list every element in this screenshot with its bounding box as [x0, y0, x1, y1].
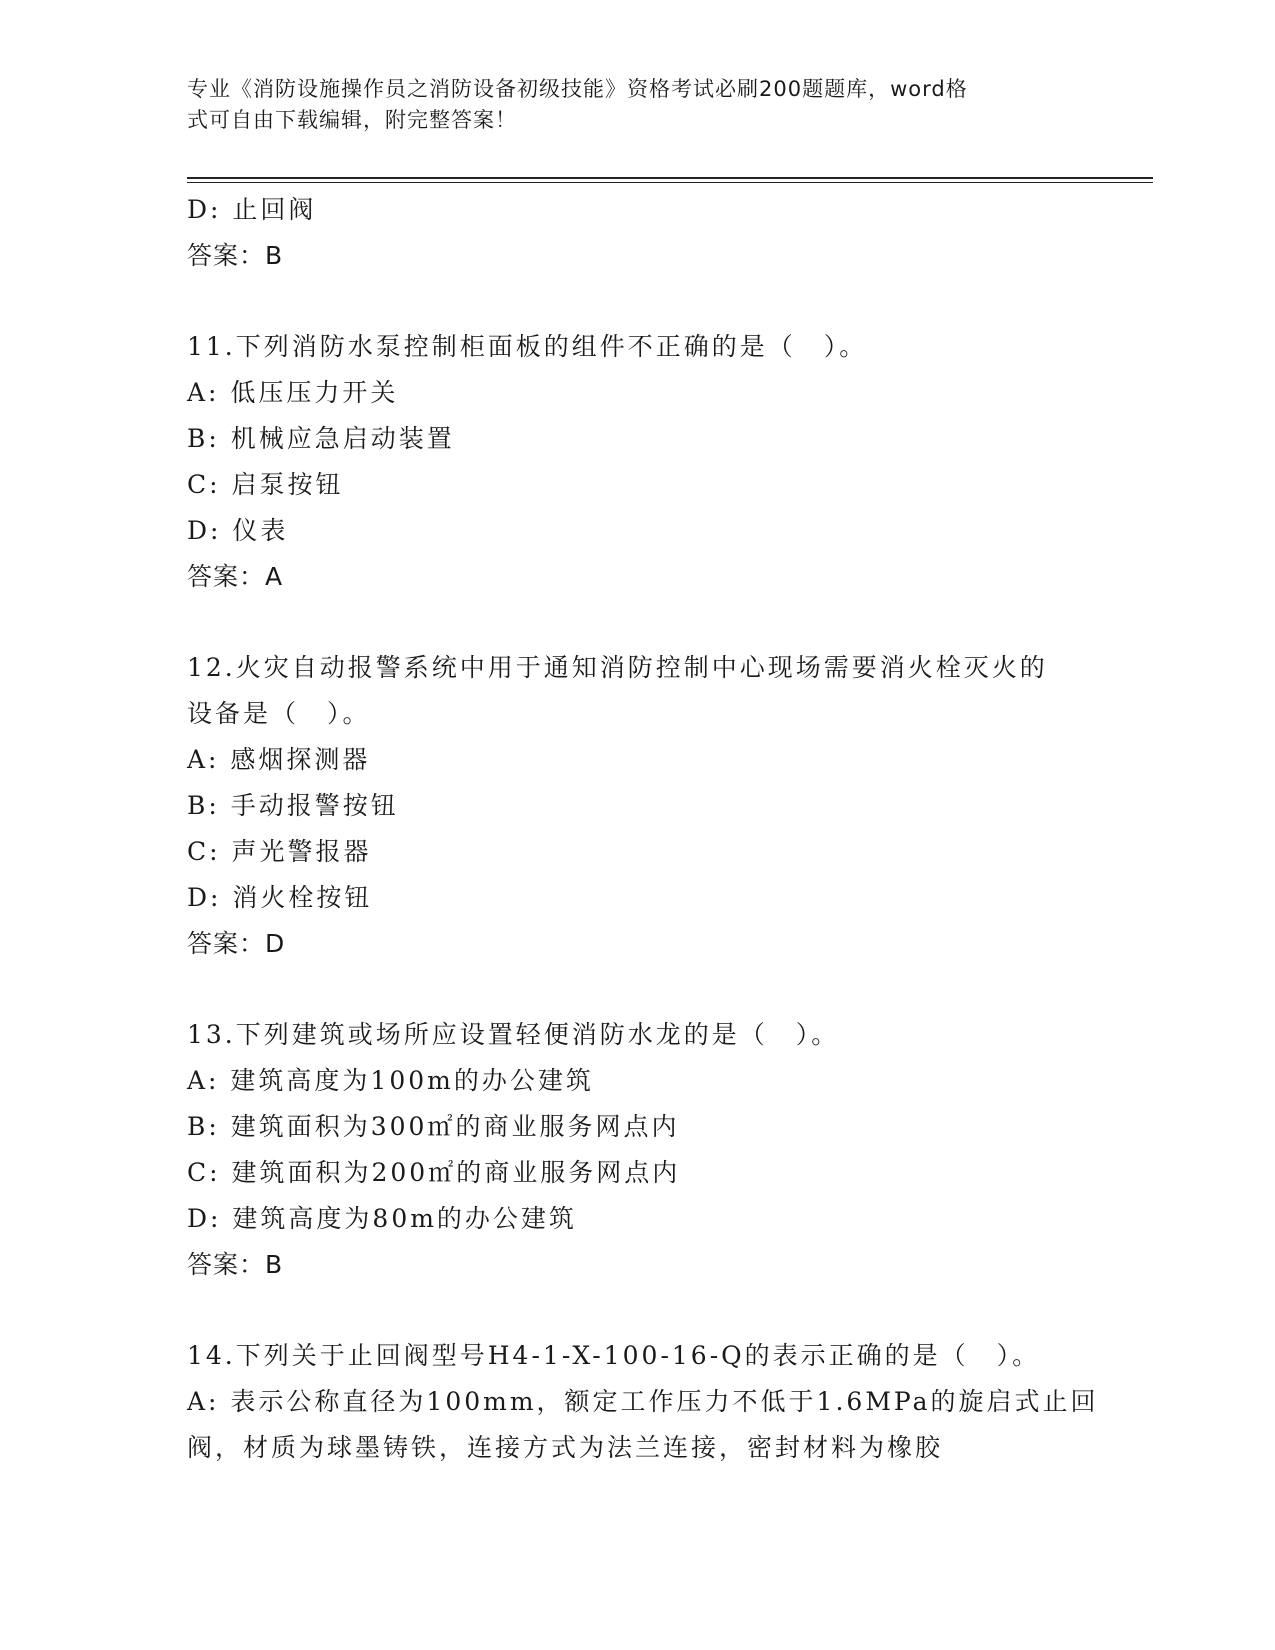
- question-13: [187, 1012, 1087, 1288]
- document-header: [187, 74, 1067, 136]
- answer: 答案：B: [187, 1250, 284, 1279]
- option-a: A: 感烟探测器: [187, 745, 371, 774]
- option-b: B: 建筑面积为300㎡的商业服务网点内: [187, 1112, 680, 1141]
- header-divider-thick: [187, 177, 1153, 179]
- question-stem: 13.下列建筑或场所应设置轻便消防水龙的是（ ）。: [187, 1020, 840, 1049]
- question-stem-line-2: 设备是（ ）。: [187, 699, 371, 728]
- answer: 答案：A: [187, 562, 284, 591]
- question-12: [187, 645, 1087, 967]
- option-a-line-1: A: 表示公称直径为100mm，额定工作压力不低于1.6MPa的旋启式止回: [187, 1387, 1099, 1416]
- header-line-2: 式可自由下载编辑，附完整答案！: [187, 108, 517, 132]
- option-c: C: 启泵按钮: [187, 470, 344, 499]
- option-b: B: 机械应急启动装置: [187, 424, 455, 453]
- question-14: [187, 1333, 1099, 1471]
- question-stem: 14.下列关于止回阀型号H4-1-X-100-16-Q的表示正确的是（ ）。: [187, 1341, 1041, 1370]
- option-a: A: 低压压力开关: [187, 378, 399, 407]
- option-a: A: 建筑高度为100m的办公建筑: [187, 1066, 594, 1095]
- question-11: [187, 324, 1087, 600]
- option-d: D: 止回阀: [187, 195, 317, 224]
- option-d: D: 仪表: [187, 516, 289, 545]
- option-c: C: 建筑面积为200㎡的商业服务网点内: [187, 1158, 681, 1187]
- option-b: B: 手动报警按钮: [187, 791, 399, 820]
- option-d: D: 建筑高度为80m的办公建筑: [187, 1204, 577, 1233]
- document-body: [187, 187, 1099, 1471]
- option-c: C: 声光警报器: [187, 837, 372, 866]
- option-d: D: 消火栓按钮: [187, 883, 373, 912]
- question-10-tail: [187, 187, 1087, 279]
- option-a-line-2: 阀，材质为球墨铸铁，连接方式为法兰连接，密封材料为橡胶: [187, 1433, 944, 1462]
- question-stem-line-1: 12.火灾自动报警系统中用于通知消防控制中心现场需要消火栓灭火的: [187, 653, 1048, 682]
- header-line-1: 专业《消防设施操作员之消防设备初级技能》资格考试必刷200题题库，word格: [187, 77, 968, 101]
- answer: 答案：B: [187, 241, 284, 270]
- header-divider-thin: [187, 182, 1153, 183]
- question-stem: 11.下列消防水泵控制柜面板的组件不正确的是（ ）。: [187, 332, 868, 361]
- answer: 答案：D: [187, 929, 286, 958]
